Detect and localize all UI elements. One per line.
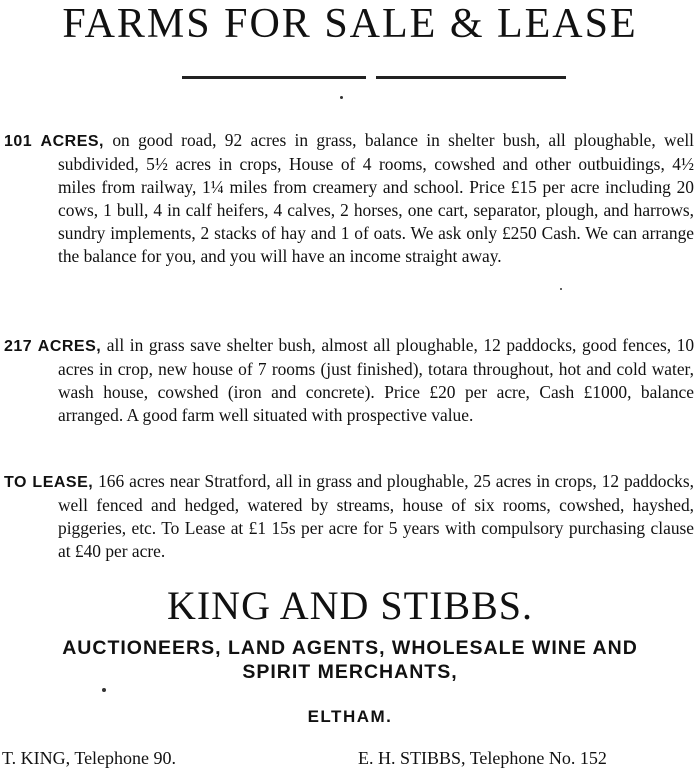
listing-lead: 101 ACRES, [4,133,104,151]
firm-town: ELTHAM. [307,707,393,726]
listing-body: all in grass save shelter bush, almost all ploughable, 12 paddocks, good fences, 10 acres in crop, new house of 7 rooms (just finished), totara throughout, hot and cold water, wash house, cowshed (iron and concrete). Price £20 per acre, Cash £1000, balance arranged. A good farm well situated with prospective value. [58,335,695,426]
listing-101-acres [4,129,694,268]
print-speck [340,96,343,99]
firm-description-line-1: AUCTIONEERS, LAND AGENTS, WHOLESALE WINE AND [62,637,638,659]
contact-king: T. KING, Telephone 90. [2,748,177,768]
listing-217-acres [4,334,694,427]
print-speck [102,688,106,692]
firm-description-line-2: SPIRIT MERCHANTS, [242,661,458,683]
listing-lead: TO LEASE, [4,474,94,492]
rule-right-segment [376,76,566,79]
firm-description [0,636,700,684]
listing-to-lease [4,470,694,563]
contact-stibbs: E. H. STIBBS, Telephone No. 152 [358,748,607,768]
listing-lead: 217 ACRES, [4,338,102,356]
listing-body: on good road, 92 acres in grass, balance in shelter bush, all ploughable, well subdivided, 5½ acres in crops, House of 4 rooms, cowshed and other outbuidings, 4½ miles from railway, 1¼ miles from creamery and school. Price £15 per acre including 20 cows, 1 bull, 4 in calf heifers, 4 calves, 2 horses, one cart, separator, plough, and harrows, sundry implements, 2 stacks of hay and 1 of oats. We ask only £250 Cash. We can arrange the balance for you, and you will have an income straight away. [58,130,695,267]
print-speck [560,288,562,290]
firm-name: KING AND STIBBS. [166,583,534,628]
rule-left-segment [182,76,366,79]
headline: FARMS FOR SALE & LEASE [62,1,638,47]
listing-body: 166 acres near Stratford, all in grass and ploughable, 25 acres in crops, 12 paddocks, well fenced and hedged, watered by streams, house of six rooms, cowshed, hayshed, piggeries, etc. To Lease at £1 15s per acre for 5 years with compulsory purchasing clause at £40 per acre. [58,471,694,562]
